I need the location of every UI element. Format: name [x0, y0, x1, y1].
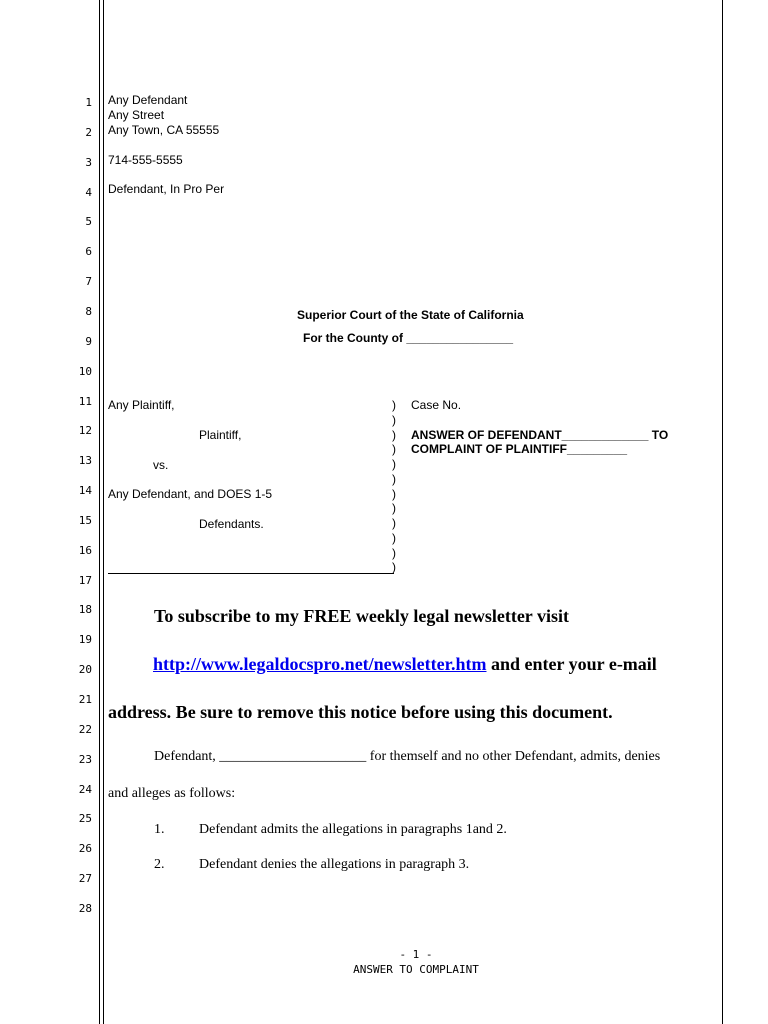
- caption-bottom-rule: [108, 573, 394, 574]
- newsletter-notice-line-1: To subscribe to my FREE weekly legal newsletter visit: [154, 606, 569, 626]
- caption-plaintiff-name: Any Plaintiff,: [108, 398, 175, 412]
- defendant-street: Any Street: [108, 108, 165, 122]
- line-number: 19: [78, 633, 92, 647]
- caption-paren: ): [392, 530, 396, 545]
- caption-paren: ): [392, 560, 396, 575]
- caption-paren: ): [392, 442, 396, 457]
- caption-defendant-name: Any Defendant, and DOES 1-5: [108, 487, 273, 501]
- caption-paren: ): [392, 398, 396, 412]
- caption-paren: ): [392, 412, 396, 427]
- line-number: 14: [78, 484, 92, 498]
- answer-intro-line-2: and alleges as follows:: [108, 786, 236, 801]
- line-number: 2: [85, 125, 92, 139]
- line-number: 20: [78, 663, 92, 677]
- newsletter-notice-line-3: address. Be sure to remove this notice before using this document.: [108, 702, 613, 722]
- line-number: 22: [78, 722, 92, 736]
- case-number-label: Case No.: [411, 398, 462, 412]
- caption-paren: ): [392, 501, 396, 516]
- answer-item-2-text: Defendant denies the allegations in paragraph 3.: [199, 857, 470, 872]
- line-number: 8: [85, 304, 92, 318]
- caption-paren: ): [392, 457, 396, 471]
- line-number: 3: [85, 155, 92, 169]
- caption-paren: ): [392, 471, 396, 486]
- defendant-role: Defendant, In Pro Per: [108, 182, 225, 196]
- line-number: 17: [78, 573, 92, 587]
- caption-plaintiff-label: Plaintiff,: [199, 428, 242, 442]
- document-title-line-2: COMPLAINT OF PLAINTIFF_________: [411, 442, 628, 456]
- caption-paren: ): [392, 516, 396, 530]
- newsletter-notice-line-2: [153, 654, 657, 675]
- line-number: 6: [85, 245, 92, 259]
- caption-paren: ): [392, 486, 396, 501]
- newsletter-notice-line-2-rest: and enter your e-mail: [486, 654, 657, 674]
- line-number: 24: [78, 782, 92, 796]
- answer-item-1-number: 1.: [154, 822, 165, 837]
- line-number: 16: [78, 543, 92, 557]
- line-number: 25: [78, 812, 92, 826]
- defendant-phone: 714-555-5555: [108, 153, 183, 167]
- line-number: 21: [78, 693, 92, 706]
- line-number: 5: [85, 215, 92, 229]
- defendant-name: Any Defendant: [108, 93, 188, 107]
- line-number: 28: [78, 901, 92, 915]
- line-number: 7: [85, 275, 92, 289]
- line-number: 27: [78, 872, 92, 886]
- caption-paren: ): [392, 545, 396, 560]
- line-number: 10: [78, 364, 92, 378]
- answer-item-1-text: Defendant admits the allegations in paragraphs 1and 2.: [199, 822, 507, 837]
- defendant-city: Any Town, CA 55555: [108, 123, 220, 137]
- footer-document-title: ANSWER TO COMPLAINT: [353, 963, 479, 976]
- newsletter-link[interactable]: http://www.legaldocspro.net/newsletter.htm: [153, 654, 487, 674]
- right-margin-rule: [722, 0, 723, 1024]
- court-title: Superior Court of the State of California: [297, 308, 524, 322]
- footer-page-number: - 1 -: [399, 948, 433, 961]
- line-number: 11: [78, 394, 92, 408]
- court-county: For the County of ________________: [303, 331, 514, 345]
- line-number: 4: [85, 185, 92, 199]
- caption-defendant-label: Defendants.: [199, 517, 264, 531]
- line-number: 13: [78, 454, 92, 468]
- line-number: 9: [85, 334, 92, 348]
- line-number: 12: [78, 424, 92, 438]
- line-number: 15: [78, 513, 92, 527]
- line-number: 1: [85, 96, 92, 109]
- caption-vs: vs.: [153, 458, 169, 472]
- document-title-line-1: ANSWER OF DEFENDANT_____________ TO: [411, 428, 669, 442]
- answer-item-2-number: 2.: [154, 857, 165, 872]
- line-number: 18: [78, 603, 92, 617]
- answer-intro-line-1: Defendant, _____________________ for themself and no other Defendant, admits, denies: [154, 749, 661, 764]
- caption-paren: ): [392, 427, 396, 442]
- line-number: 23: [78, 752, 92, 766]
- left-margin-rule-outer: [99, 0, 100, 1024]
- line-number: 26: [78, 842, 92, 856]
- left-margin-rule-inner: [103, 0, 104, 1024]
